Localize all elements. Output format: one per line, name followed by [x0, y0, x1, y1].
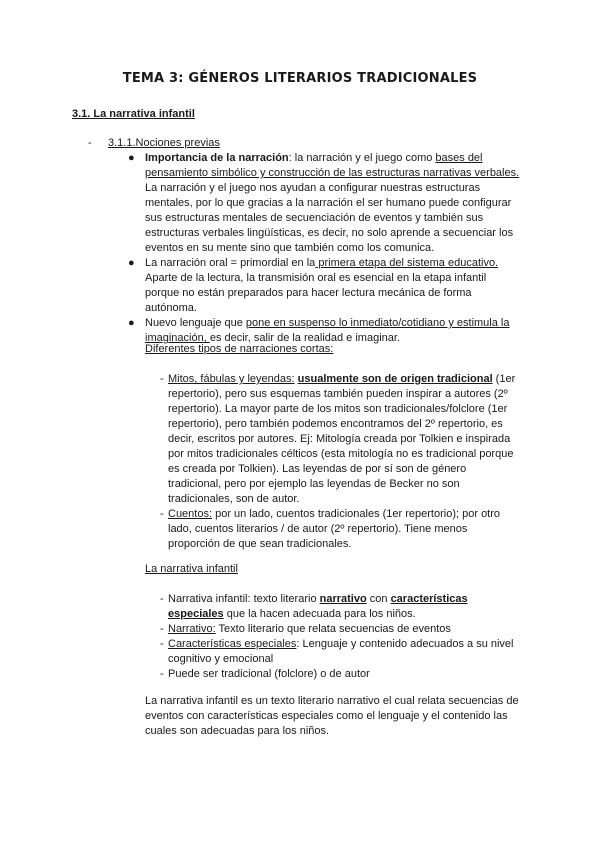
list-marker: - — [160, 668, 164, 680]
list-item-label: Características especiales — [168, 638, 297, 650]
list-item-mitos — [160, 372, 520, 507]
section-heading: 3.1. La narrativa infantil — [72, 108, 195, 120]
list-item-text: Texto literario que relata secuencias de eventos — [215, 623, 451, 635]
bullet-text: es decir, salir de la realidad e imaginar. — [209, 332, 400, 344]
list-item-origen — [160, 667, 520, 682]
bullet-bold-lead: Importancia de la narración — [145, 152, 289, 164]
list-item-text: que la hacen adecuada para los niños. — [223, 608, 416, 620]
list-item-label: Narrativo: — [168, 623, 216, 635]
list-marker: - — [160, 593, 164, 605]
bullet-text: : la narración y el juego como — [288, 152, 436, 164]
subsection-marker: - — [88, 137, 92, 149]
bullet-item-narracion-oral — [128, 256, 520, 316]
bullet-underlined-text: pone en suspenso lo inmediato/cotidiano y estimula la imaginación, — [145, 317, 510, 344]
bullet-marker: ● — [128, 152, 135, 164]
bullet-marker: ● — [128, 257, 135, 269]
bullet-text: La narración y el juego nos ayudan a configurar nuestras estructuras mentales, por lo que gracias a la narración el ser humano puede configurar sus estructuras mentales de secuenciación de eventos y también sus estructuras verbales lingüísticas, es decir, no solo aprende a secuenciar los eventos en su mente sino que también como los comunica. — [145, 182, 514, 254]
list-marker: - — [160, 623, 164, 635]
list-item-emphasis: usualmente son de origen tradicional — [297, 373, 493, 385]
list-item-text: Puede ser tradicional (folclore) o de autor — [168, 668, 370, 680]
list-marker: - — [160, 508, 164, 520]
list-item-text: con — [366, 593, 391, 605]
list-item-text: : Lenguaje y contenido adecuados a su nivel cognitivo y emocional — [168, 638, 514, 665]
bullet-text: La narración oral = primordial en la — [145, 257, 316, 269]
list-item-narrativo — [160, 622, 520, 637]
list-item-label: Cuentos: — [168, 508, 213, 520]
nociones-bullet-list — [128, 151, 520, 346]
bullet-text: Nuevo lenguaje que — [145, 317, 246, 329]
list-item-text: (1er repertorio), pero sus esquemas también pueden inspirar a autores (2º repertorio). La mayor parte de los mitos son tradicionales/folclore (1er repertorio), pero también podemos encontramos del 2º repertorio, es decir, escritos por autores. Ej: Mitología creada por Tolkien e inspirada por mitos tradicionales célticos (esta mitología no es tradicional porque es creada por Tolkien). Las leyendas de por sí son de género tradicional, pero por ejemplo las leyendas de Becker no son tradicionales, son de autor. — [168, 373, 516, 505]
subsection-label: 3.1.1.Nociones previas — [108, 137, 220, 149]
summary-paragraph: La narrativa infantil es un texto literario narrativo el cual relata secuencias de eventos con características especiales como el lenguaje y el contenido las cuales son adecuadas para los niños. — [145, 695, 519, 737]
bullet-item-importancia — [128, 151, 520, 256]
bullet-underlined-text: primera etapa del sistema educativo. — [315, 257, 499, 269]
document-title: TEMA 3: GÉNEROS LITERARIOS TRADICIONALES — [122, 71, 478, 86]
narraciones-heading: Diferentes tipos de narraciones cortas: — [145, 343, 334, 355]
list-item-text: por un lado, cuentos tradicionales (1er repertorio); por otro lado, cuentos literarios / de autor (2º repertorio). Tiene menos proporción de que sean tradicionales. — [168, 508, 501, 550]
narraciones-list — [160, 372, 520, 552]
list-item-label: Mitos, fábulas y leyendas: — [168, 373, 295, 385]
list-item-emphasis: narrativo — [319, 593, 367, 605]
narrativa-heading: La narrativa infantil — [145, 563, 238, 575]
list-item-caracteristicas — [160, 637, 520, 667]
list-item-emphasis: características especiales — [168, 593, 468, 620]
list-marker: - — [160, 638, 164, 650]
list-item-cuentos — [160, 507, 520, 552]
bullet-marker: ● — [128, 317, 135, 329]
list-item-definicion — [160, 592, 520, 622]
narrativa-list — [160, 592, 520, 682]
bullet-text: Aparte de la lectura, la transmisión oral es esencial en la etapa infantil porque no están preparados para hacer lectura mecánica de forma autónoma. — [145, 272, 487, 314]
list-item-text: Narrativa infantil: texto literario — [168, 593, 320, 605]
bullet-underlined-text: bases del pensamiento simbólico y construcción de las estructuras narrativas verbales. — [145, 152, 520, 179]
list-marker: - — [160, 373, 164, 385]
